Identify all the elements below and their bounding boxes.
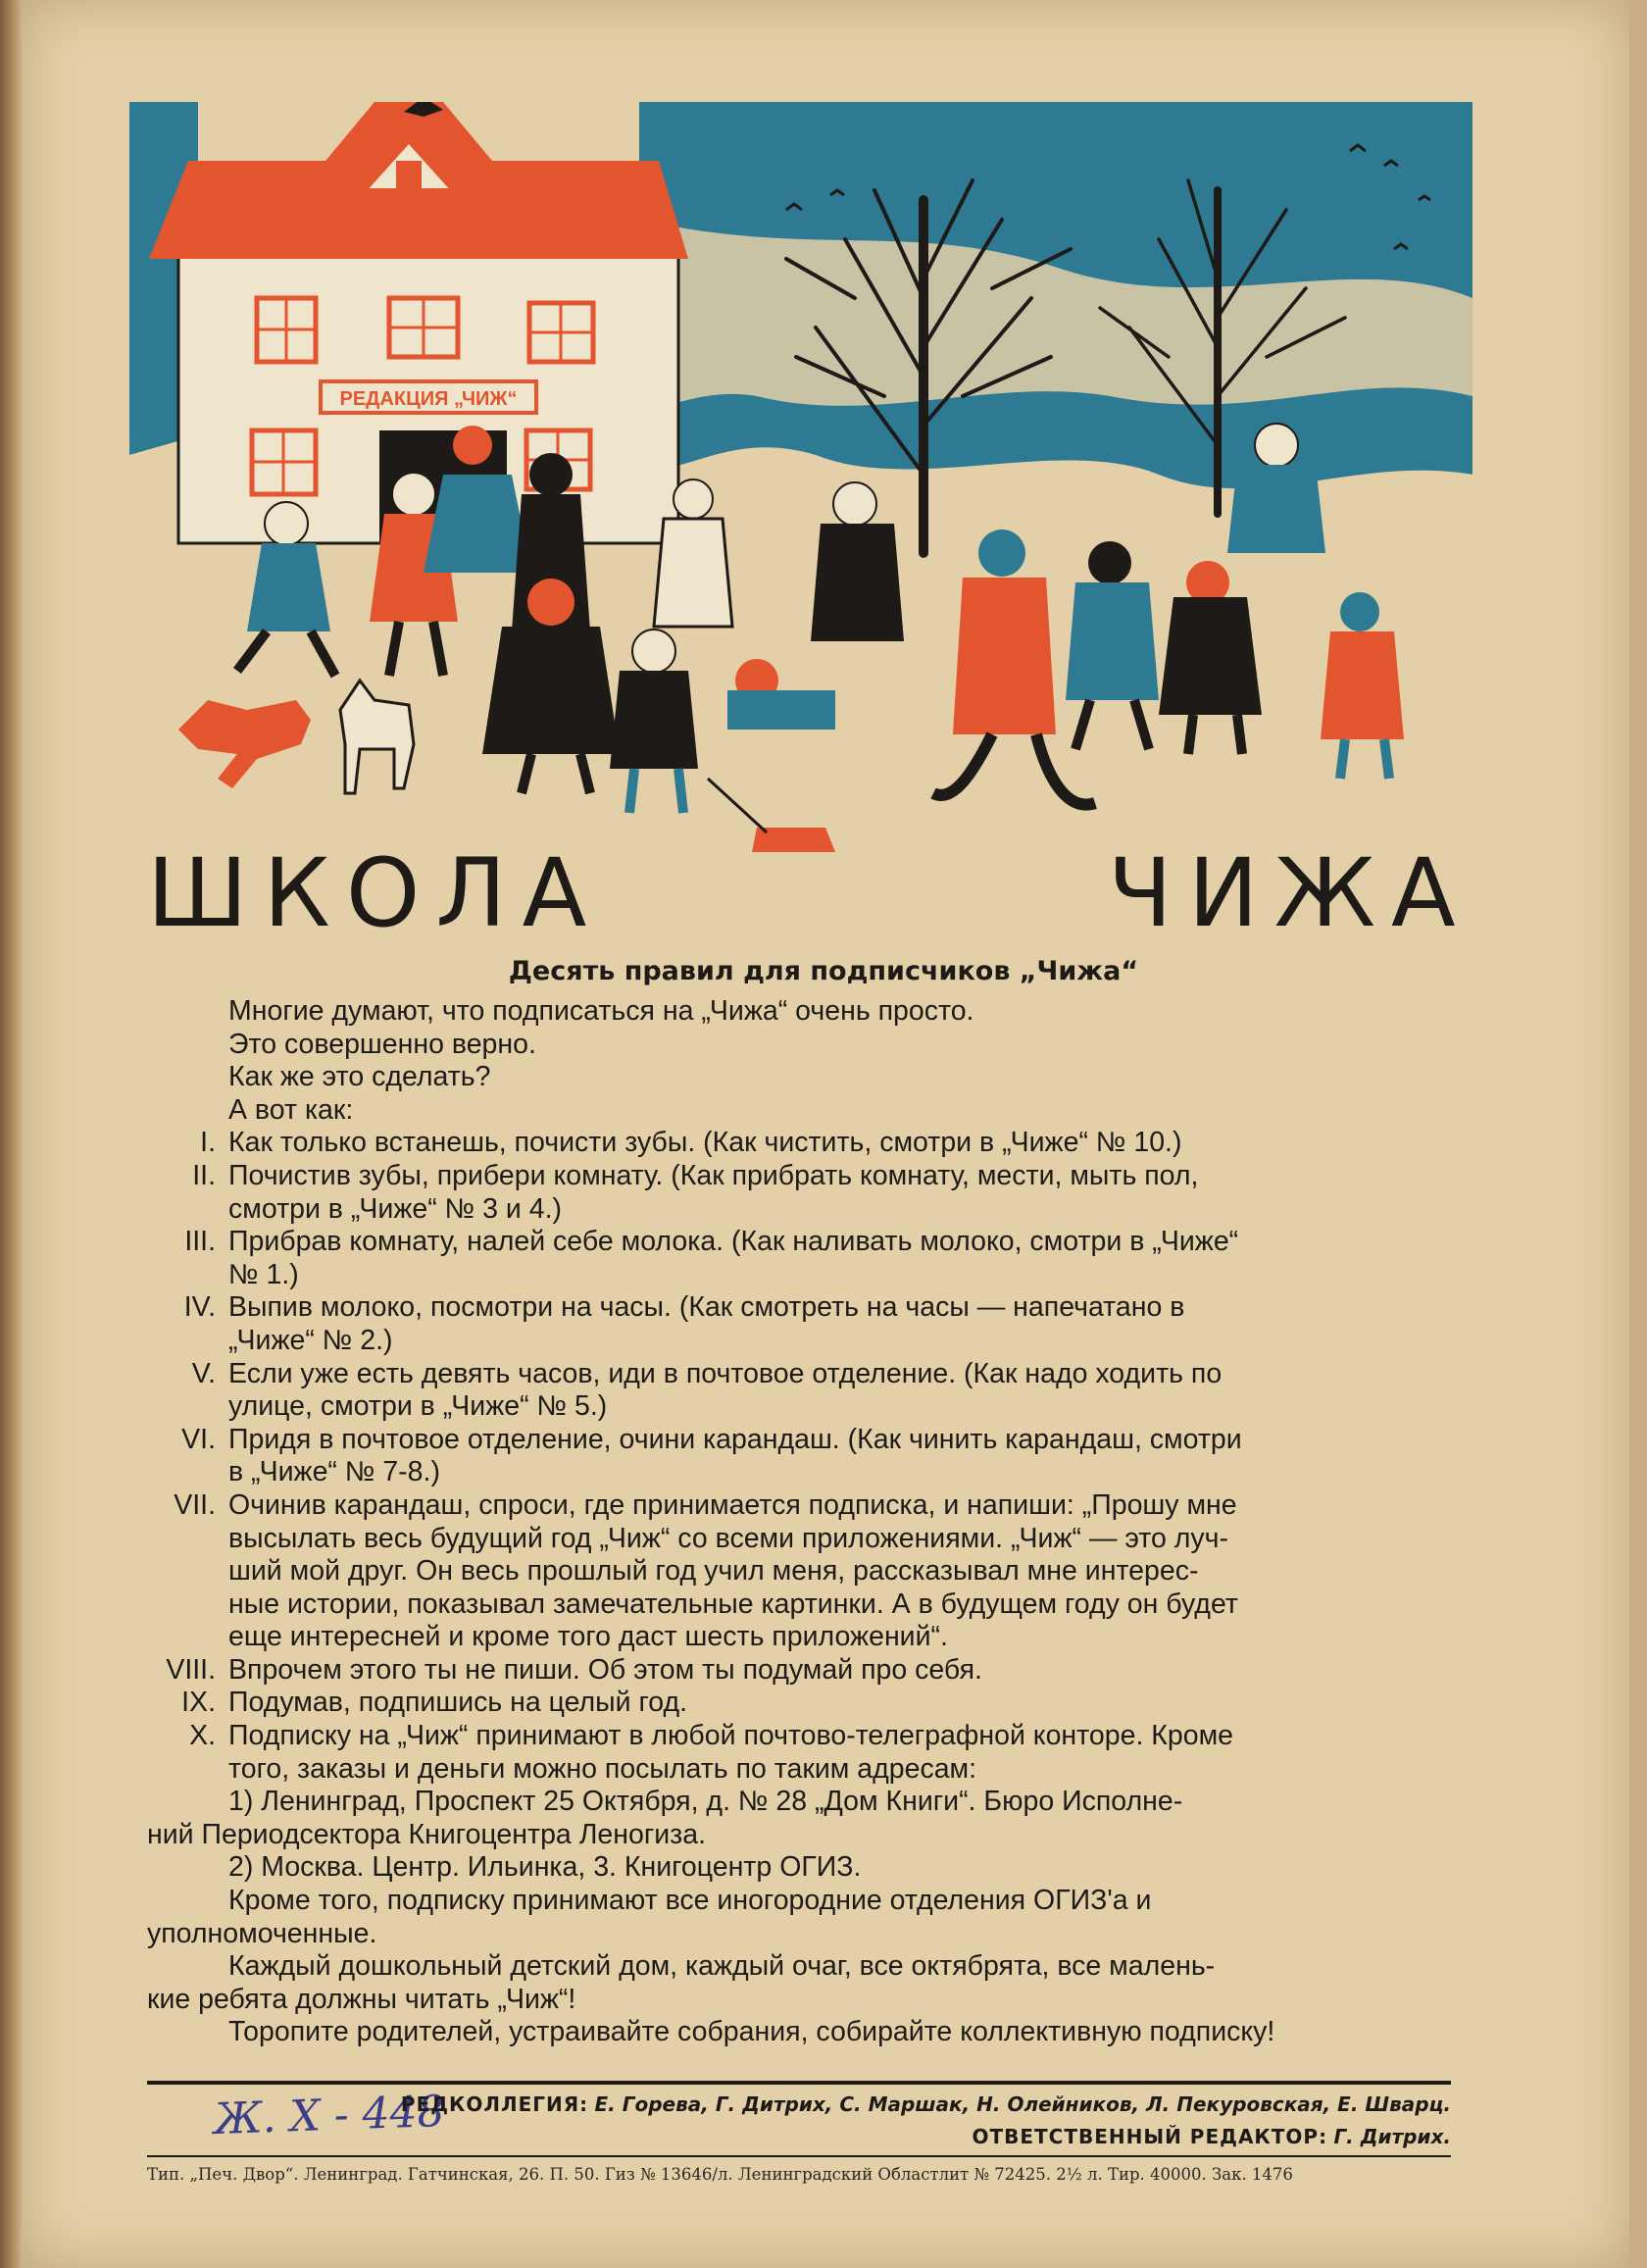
rule-text: смотри в „Чиже“ № 3 и 4.): [228, 1192, 563, 1225]
rule-item-continuation: [147, 1325, 1451, 1358]
rule-item: [147, 1654, 1451, 1688]
rule-text: Прибрав комнату, налей себе молока. (Как наливать молоко, смотри в „Чиже“: [228, 1226, 1239, 1258]
rule-number: VII.: [174, 1488, 216, 1521]
rule-text: улице, смотри в „Чиже“ № 5.): [228, 1390, 608, 1423]
cover-illustration: [129, 102, 1472, 886]
footer-rule-top: [147, 2081, 1451, 2085]
rule-text: ные истории, показывал замечательные картинки. А в будущем году он будет: [228, 1588, 1238, 1620]
closing-1-line-1: Кроме того, подписку принимают все иногородние отделения ОГИЗ'а и: [228, 1885, 1152, 1917]
printing-imprint: Тип. „Печ. Двор“. Ленинград. Гатчинская, 26. П. 50. Гиз № 13646/л. Ленинградский Областлит № 72425. 2½ л. Тир. 40000. Зак. 1476: [147, 2165, 1293, 2184]
rule-number: V.: [191, 1357, 216, 1389]
rule-number: IX.: [181, 1687, 216, 1719]
editor-name: Г. Дитрих.: [1333, 2125, 1451, 2148]
rule-item: [147, 1127, 1451, 1160]
closing-1-line-2: уполномоченные.: [147, 1917, 377, 1949]
address-2: 2) Москва. Центр. Ильинка, 3. Книгоцентр ОГИЗ.: [228, 1851, 862, 1884]
rule-item-continuation: [147, 1193, 1451, 1227]
rule-text: Впрочем этого ты не пиши. Об этом ты подумай про себя.: [228, 1653, 982, 1686]
rule-item-continuation: [147, 1456, 1451, 1489]
article-subtitle: Десять правил для подписчиков „Чижа“: [508, 956, 1139, 986]
closing-3: Торопите родителей, устраивайте собрания, собирайте коллективную подписку!: [228, 2016, 1275, 2048]
rule-item-continuation: [147, 1753, 1451, 1787]
rule-item-continuation: [147, 1259, 1451, 1292]
rule-text: „Чиже“ № 2.): [228, 1324, 393, 1356]
rule-item: [147, 1687, 1451, 1720]
rule-item: [147, 1720, 1451, 1753]
rule-number: IV.: [183, 1291, 216, 1324]
rule-text: высылать весь будущий год „Чиж“ со всеми приложениями. „Чиж“ — это луч-: [228, 1522, 1229, 1554]
intro-line: Многие думают, что подписаться на „Чижа“ очень просто.: [228, 995, 974, 1027]
rule-item-continuation: [147, 1555, 1451, 1588]
rule-text: еще интересней и кроме того даст шесть приложений“.: [228, 1621, 948, 1653]
rule-text: Выпив молоко, посмотри на часы. (Как смотреть на часы — напечатано в: [228, 1291, 1185, 1324]
closing-2-line-2: кие ребята должны читать „Чиж“!: [147, 1983, 576, 2015]
rule-text: Подумав, подпишись на целый год.: [228, 1687, 688, 1719]
handwritten-catalog-mark: Ж. X - 448: [213, 2086, 446, 2145]
editorial-board: [401, 2089, 1451, 2153]
rule-number: VIII.: [166, 1653, 216, 1686]
rule-number: II.: [192, 1159, 216, 1191]
address-1-line-1: 1) Ленинград, Проспект 25 Октября, д. № 28 „Дом Книги“. Бюро Исполне-: [228, 1786, 1183, 1818]
rule-item: [147, 1424, 1451, 1457]
rule-text: Очинив карандаш, спроси, где принимается подписка, и напиши: „Прошу мне: [228, 1488, 1237, 1521]
rule-item-continuation: [147, 1621, 1451, 1654]
rule-text: Придя в почтовое отделение, очини карандаш. (Как чинить карандаш, смотри: [228, 1423, 1242, 1455]
editor-label: ОТВЕТСТВЕННЫЙ РЕДАКТОР:: [972, 2125, 1328, 2148]
intro-line: А вот как:: [228, 1093, 354, 1126]
board-label: РЕДКОЛЛЕГИЯ:: [400, 2092, 589, 2116]
rule-text: Если уже есть девять часов, иди в почтовое отделение. (Как надо ходить по: [228, 1357, 1223, 1389]
rule-text: Почистив зубы, прибери комнату. (Как прибрать комнату, мести, мыть пол,: [228, 1159, 1199, 1191]
rule-number: X.: [189, 1720, 216, 1752]
masthead: [0, 838, 1647, 956]
address-1-line-2: ний Периодсектора Книгоцентра Леногиза.: [147, 1818, 706, 1850]
rule-text: № 1.): [228, 1258, 299, 1290]
rule-number: III.: [184, 1226, 216, 1258]
rule-item: [147, 1160, 1451, 1193]
rule-item-continuation: [147, 1588, 1451, 1622]
board-names: Е. Горева, Г. Дитрих, С. Маршак, Н. Олейников, Л. Пекуровская, Е. Шварц.: [594, 2092, 1451, 2116]
footer-rule-bottom: [147, 2155, 1451, 2157]
rule-text: того, заказы и деньги можно посылать по таким адресам:: [228, 1752, 977, 1785]
rule-item-continuation: [147, 1523, 1451, 1556]
rules-list: [147, 1127, 1451, 1786]
masthead-word-school: ШКОЛА: [147, 838, 603, 948]
closing-2-line-1: Каждый дошкольный детский дом, каждый очаг, все октябрята, все малень-: [228, 1950, 1216, 1983]
house-sign: РЕДАКЦИЯ „ЧИЖ“: [339, 388, 518, 410]
masthead-word-chizh: ЧИЖА: [1108, 838, 1472, 948]
rule-item: [147, 1226, 1451, 1259]
rule-number: I.: [200, 1127, 216, 1159]
rule-item: [147, 1291, 1451, 1325]
rule-item-continuation: [147, 1390, 1451, 1424]
article-body: [147, 995, 1451, 2049]
rule-item: [147, 1489, 1451, 1523]
rule-number: VI.: [181, 1423, 216, 1455]
intro-line: Это совершенно верно.: [228, 1028, 536, 1060]
rule-text: в „Чиже“ № 7-8.): [228, 1456, 440, 1488]
rule-text: Подписку на „Чиж“ принимают в любой почтово-телеграфной конторе. Кроме: [228, 1720, 1234, 1752]
rule-text: ший мой друг. Он весь прошлый год учил меня, рассказывал мне интерес-: [228, 1555, 1199, 1588]
rule-text: Как только встанешь, почисти зубы. (Как чистить, смотри в „Чиже“ № 10.): [228, 1127, 1182, 1159]
rule-item: [147, 1358, 1451, 1391]
intro-line: Как же это сделать?: [228, 1061, 491, 1093]
